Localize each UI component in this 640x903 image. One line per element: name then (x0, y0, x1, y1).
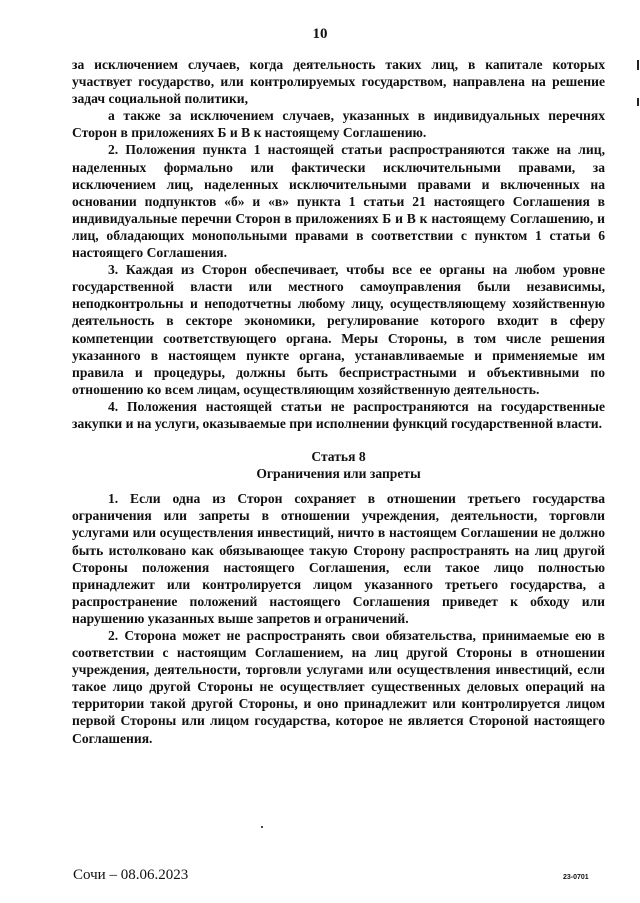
article-number: Статья 8 (311, 449, 366, 465)
scan-edge-mark-bottom (637, 98, 639, 106)
footer-doc-code: 23-0701 (563, 874, 589, 881)
document-body (72, 56, 605, 747)
paragraph-2: 2. Положения пункта 1 настоящей статьи распространяются также на лиц, наделенных формально или фактически исключительными правами, за исключением лиц, наделенных исключительными правами и включенных на основании подпунктов «б» и «в» пункта 1 статьи 21 настоящего Соглашения в индивидуальные перечни Сторон в приложениях Б и В к настоящему Соглашению, и лиц, обладающих монопольными правами в соответствии с пунктом 1 статьи 6 настоящего Соглашения. (72, 142, 605, 261)
article-title: Ограничения или запреты (256, 466, 421, 482)
paragraph-3: 3. Каждая из Сторон обеспечивает, чтобы все ее органы на любом уровне государственной власти или местного самоуправления были независимы, неподконтрольны и неподотчетны любому лицу, осуществляющему хозяйственную деятельность в секторе экономики, регулирование которого входит в сферу компетенции соответствующего органа. Меры Стороны, в том числе решения указанного в настоящем пункте органа, устанавливаемые и применяемые им правила и процедуры, должны быть беспристрастными и объективными по отношению ко всем лицам, осуществляющим хозяйственную деятельность. (72, 262, 605, 397)
article-paragraph-1: 1. Если одна из Сторон сохраняет в отношении третьего государства ограничения или запреты в отношении учреждения, деятельности, торговли услугами или осуществления инвестиций, ничто в настоящем Соглашении не должно быть истолковано как обязывающее такую Сторону распространять на лиц другой Стороны положения настоящего Соглашения, если такое лицо полностью принадлежит или контролируется лицом указанного третьего государства, а распространение положений настоящего Соглашения приведет к обходу или нарушению указанных выше запретов и ограничений. (72, 491, 605, 626)
article-paragraph-2: 2. Сторона может не распространять свои обязательства, принимаемые ею в соответствии с настоящим Соглашением, на лиц другой Стороны в отношении учреждения, деятельности, торговли услугами или осуществления инвестиций, если такое лицо другой Стороны не осуществляет существенных деловых операций на территории такой другой Стороны, и оно принадлежит или контролируется лицом первой Стороны или лицом государства, которое не является Стороной настоящего Соглашения. (72, 628, 605, 746)
paragraph-exception: а также за исключением случаев, указанных в индивидуальных перечнях Сторон в приложениях Б и В к настоящему Соглашению. (72, 108, 605, 141)
paragraph-continuation: за исключением случаев, когда деятельность таких лиц, в капитале которых участвует государство, или контролируемых государством, направлена на решение задач социальной политики, (72, 57, 605, 107)
page-number: 10 (312, 26, 328, 42)
paragraph-4: 4. Положения настоящей статьи не распространяются на государственные закупки и на услуги, оказываемые при исполнении функций государственной власти. (72, 398, 605, 431)
footer-place-date: Сочи – 08.06.2023 (73, 867, 189, 883)
scan-speck (261, 826, 263, 828)
scan-edge-mark-top (637, 60, 639, 70)
